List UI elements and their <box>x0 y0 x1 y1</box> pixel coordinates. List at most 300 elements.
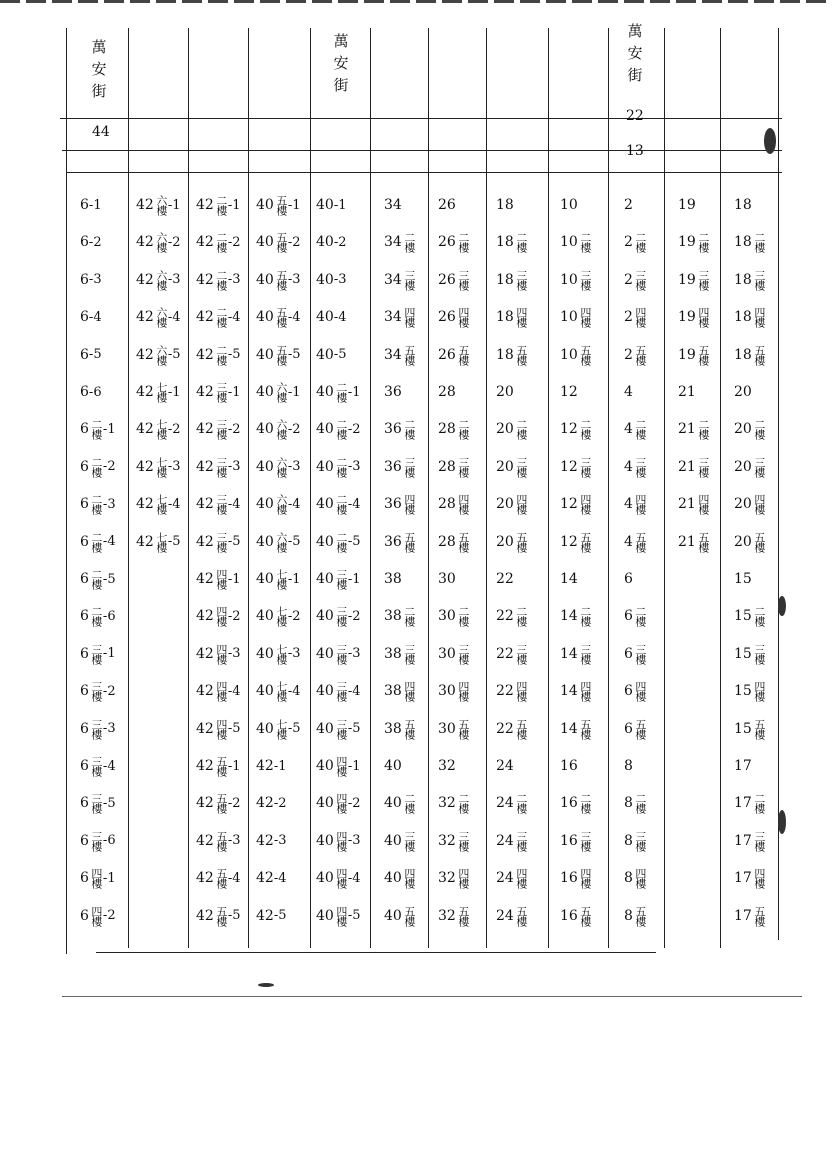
unit-suffix: -3 <box>347 646 361 662</box>
address-cell <box>384 712 416 746</box>
house-number: 42 <box>136 346 154 363</box>
house-number: 8 <box>624 832 633 849</box>
house-number: 12 <box>560 384 578 400</box>
house-number: 28 <box>438 458 456 475</box>
address-cell <box>316 786 361 820</box>
house-number: 42 <box>196 421 214 438</box>
address-cell <box>734 786 766 820</box>
floor-label: 五樓 <box>578 905 592 926</box>
house-number: 42 <box>196 197 214 213</box>
address-cell <box>80 375 102 409</box>
address-cell <box>384 599 416 633</box>
unit-suffix: -4 <box>88 309 102 325</box>
house-number: 40 <box>384 870 402 887</box>
floor-label: 三樓 <box>633 830 647 851</box>
house-number: 40 <box>316 683 334 700</box>
house-number: 32 <box>438 832 456 849</box>
house-number: 24 <box>496 758 514 774</box>
unit-suffix: -4 <box>227 496 241 512</box>
address-cell <box>734 188 752 222</box>
house-number: 30 <box>438 720 456 737</box>
address-cell <box>624 188 633 222</box>
floor-label: 三樓 <box>402 830 416 851</box>
floor-label: 三樓 <box>214 494 228 515</box>
house-number: 6 <box>80 795 89 812</box>
house-number: 6 <box>80 832 89 849</box>
floor-label: 二樓 <box>89 494 103 515</box>
floor-label: 五樓 <box>456 531 470 552</box>
floor-label: 三樓 <box>214 419 228 440</box>
house-number: 21 <box>678 533 696 550</box>
address-cell <box>316 412 361 446</box>
address-cell <box>496 412 528 446</box>
address-cell <box>438 824 470 858</box>
address-cell <box>196 824 241 858</box>
address-cell <box>384 525 416 559</box>
floor-label: 三樓 <box>514 456 528 477</box>
house-number: 6 <box>80 720 89 737</box>
street-label-right: 萬安街 <box>627 22 643 84</box>
house-number: 10 <box>560 234 578 251</box>
address-cell <box>316 188 347 222</box>
floor-label: 三樓 <box>578 269 592 290</box>
floor-label: 二樓 <box>402 606 416 627</box>
floor-label: 二樓 <box>402 232 416 253</box>
house-number: 4 <box>624 384 633 400</box>
house-number: 42 <box>196 384 214 400</box>
house-number: 40 <box>316 421 334 438</box>
floor-label: 五樓 <box>456 344 470 365</box>
unit-suffix: -2 <box>102 459 116 475</box>
unit-suffix: -5 <box>102 571 116 587</box>
unit-suffix: -5 <box>167 347 181 363</box>
floor-label: 三樓 <box>633 456 647 477</box>
floor-label: 五樓 <box>456 718 470 739</box>
floor-label: 三樓 <box>633 643 647 664</box>
address-cell <box>624 599 647 633</box>
floor-label: 三樓 <box>214 382 228 402</box>
unit-suffix: -1 <box>333 197 347 213</box>
address-cell <box>438 712 470 746</box>
floor-label: 二樓 <box>334 419 348 440</box>
address-cell <box>136 300 181 334</box>
house-number: 18 <box>734 197 752 213</box>
house-number: 40 <box>256 309 274 326</box>
house-number: 40 <box>256 533 274 550</box>
address-cell <box>316 899 361 933</box>
house-number: 42 <box>136 458 154 475</box>
address-cell <box>496 225 528 259</box>
house-number: 40 <box>316 346 334 363</box>
house-number: 42 <box>196 683 214 700</box>
address-cell <box>438 674 470 708</box>
address-cell <box>678 412 710 446</box>
floor-label: 四樓 <box>633 681 647 702</box>
address-cell <box>256 749 287 783</box>
address-cell <box>678 487 710 521</box>
address-cell <box>384 300 416 334</box>
unit-suffix: -2 <box>227 608 241 624</box>
floor-label: 六樓 <box>154 269 168 290</box>
house-number: 34 <box>384 271 402 288</box>
house-number: 40 <box>256 720 274 737</box>
house-number: 15 <box>734 645 752 662</box>
house-number: 6 <box>624 571 633 587</box>
address-cell <box>384 674 416 708</box>
floor-label: 四樓 <box>89 905 103 926</box>
floor-label: 四樓 <box>402 681 416 702</box>
house-number: 20 <box>734 496 752 513</box>
floor-label: 二樓 <box>334 456 348 477</box>
row-divider <box>62 150 782 151</box>
unit-suffix: -5 <box>347 534 361 550</box>
address-cell <box>438 562 456 596</box>
unit-suffix: -4 <box>273 870 287 886</box>
house-number: 20 <box>734 384 752 400</box>
address-cell <box>136 375 181 409</box>
house-number: 6 <box>80 870 89 887</box>
address-cell <box>256 786 287 820</box>
address-cell <box>256 375 301 409</box>
floor-label: 二樓 <box>89 419 103 440</box>
floor-label: 四樓 <box>514 307 528 328</box>
unit-suffix: -2 <box>167 234 181 250</box>
house-number: 28 <box>438 533 456 550</box>
house-number: 20 <box>496 384 514 400</box>
address-cell <box>624 786 647 820</box>
floor-label: 六樓 <box>274 531 288 552</box>
number-22: 22 <box>626 108 644 124</box>
house-number: 2 <box>624 271 633 288</box>
address-cell <box>196 637 241 671</box>
address-cell <box>496 487 528 521</box>
address-cell <box>496 899 528 933</box>
address-cell <box>316 300 347 334</box>
floor-label: 四樓 <box>696 494 710 515</box>
house-number: 28 <box>438 384 456 400</box>
house-number: 24 <box>496 870 514 887</box>
house-number: 20 <box>734 458 752 475</box>
address-cell <box>624 263 647 297</box>
house-number: 21 <box>678 496 696 513</box>
floor-label: 四樓 <box>402 494 416 515</box>
unit-suffix: -4 <box>347 496 361 512</box>
address-cell <box>496 712 528 746</box>
house-number: 40 <box>316 271 334 288</box>
floor-label: 三樓 <box>578 643 592 664</box>
floor-label: 五樓 <box>633 531 647 552</box>
floor-label: 四樓 <box>214 681 228 702</box>
address-cell <box>678 338 710 372</box>
floor-label: 四樓 <box>456 494 470 515</box>
address-cell <box>256 637 301 671</box>
floor-label: 二樓 <box>752 232 766 253</box>
floor-label: 四樓 <box>752 307 766 328</box>
house-number: 6 <box>80 758 89 774</box>
floor-label: 五樓 <box>696 344 710 365</box>
floor-label: 四樓 <box>456 868 470 889</box>
unit-suffix: -3 <box>273 833 287 849</box>
floor-label: 四樓 <box>334 905 348 926</box>
house-number: 14 <box>560 608 578 625</box>
address-cell <box>438 749 456 783</box>
unit-suffix: -6 <box>88 384 102 400</box>
house-number: 15 <box>734 683 752 700</box>
floor-label: 三樓 <box>89 643 103 664</box>
floor-label: 三樓 <box>334 643 348 664</box>
house-number: 22 <box>496 645 514 662</box>
unit-suffix: -4 <box>347 683 361 699</box>
unit-suffix: -3 <box>167 272 181 288</box>
address-cell <box>384 637 416 671</box>
house-number: 6 <box>80 683 89 700</box>
house-number: 34 <box>384 346 402 363</box>
floor-label: 七樓 <box>154 494 168 515</box>
address-cell <box>678 525 710 559</box>
address-cell <box>560 562 578 596</box>
house-number: 6 <box>80 384 89 400</box>
house-number: 42 <box>196 271 214 288</box>
floor-label: 三樓 <box>402 456 416 477</box>
unit-suffix: -2 <box>347 421 361 437</box>
house-number: 42 <box>196 458 214 475</box>
address-cell <box>496 824 528 858</box>
unit-suffix: -3 <box>167 459 181 475</box>
unit-suffix: -1 <box>88 197 102 213</box>
address-cell <box>560 712 592 746</box>
house-number: 20 <box>496 421 514 438</box>
house-number: 17 <box>734 795 752 812</box>
address-cell <box>196 225 241 259</box>
address-cell <box>384 786 416 820</box>
unit-suffix: -1 <box>102 870 116 886</box>
floor-label: 四樓 <box>578 868 592 889</box>
house-number: 42 <box>136 271 154 288</box>
address-cell <box>80 263 102 297</box>
unit-suffix: -5 <box>287 347 301 363</box>
floor-label: 二樓 <box>89 606 103 627</box>
address-cell <box>256 824 287 858</box>
address-cell <box>624 861 647 895</box>
house-number: 2 <box>624 234 633 251</box>
floor-label: 二樓 <box>334 382 348 402</box>
unit-suffix: -2 <box>287 234 301 250</box>
floor-label: 五樓 <box>578 531 592 552</box>
floor-label: 二樓 <box>456 232 470 253</box>
house-number: 40 <box>256 197 274 213</box>
house-number: 40 <box>316 832 334 849</box>
house-number: 16 <box>560 907 578 924</box>
address-cell <box>734 487 766 521</box>
address-cell <box>196 599 241 633</box>
floor-label: 三樓 <box>752 643 766 664</box>
house-number: 10 <box>560 271 578 288</box>
floor-label: 五樓 <box>274 232 288 253</box>
address-cell <box>438 599 470 633</box>
house-number: 12 <box>560 458 578 475</box>
floor-label: 三樓 <box>334 681 348 702</box>
floor-label: 六樓 <box>154 344 168 365</box>
address-cell <box>496 861 528 895</box>
house-number: 42 <box>136 197 154 213</box>
address-cell <box>560 338 592 372</box>
house-number: 6 <box>80 571 89 587</box>
address-cell <box>136 487 181 521</box>
floor-label: 四樓 <box>402 307 416 328</box>
address-cell <box>316 225 347 259</box>
address-cell <box>624 899 647 933</box>
house-number: 30 <box>438 571 456 587</box>
unit-suffix: -2 <box>347 795 361 811</box>
floor-label: 四樓 <box>514 681 528 702</box>
floor-label: 五樓 <box>514 718 528 739</box>
floor-label: 五樓 <box>402 531 416 552</box>
street-label-mid: 萬安街 <box>333 32 349 94</box>
address-cell <box>80 599 116 633</box>
floor-label: 六樓 <box>274 456 288 477</box>
floor-label: 二樓 <box>514 793 528 814</box>
address-cell <box>384 188 402 222</box>
address-cell <box>496 338 528 372</box>
floor-label: 二樓 <box>334 494 348 515</box>
floor-label: 三樓 <box>514 643 528 664</box>
floor-label: 二樓 <box>402 793 416 814</box>
number-44: 44 <box>92 124 110 140</box>
table-border-left <box>66 28 67 954</box>
house-number: 12 <box>560 533 578 550</box>
floor-label: 三樓 <box>214 531 228 552</box>
address-cell <box>734 599 766 633</box>
house-number: 17 <box>734 758 752 774</box>
unit-suffix: -4 <box>102 534 116 550</box>
house-number: 19 <box>678 309 696 326</box>
address-cell <box>678 375 696 409</box>
floor-label: 四樓 <box>633 307 647 328</box>
floor-label: 五樓 <box>696 531 710 552</box>
house-number: 4 <box>624 496 633 513</box>
house-number: 42 <box>196 533 214 550</box>
house-number: 10 <box>560 197 578 213</box>
house-number: 40 <box>256 608 274 625</box>
house-number: 40 <box>316 795 334 812</box>
floor-label: 三樓 <box>89 718 103 739</box>
house-number: 18 <box>734 234 752 251</box>
house-number: 40 <box>256 683 274 700</box>
unit-suffix: -4 <box>347 870 361 886</box>
house-number: 42 <box>196 309 214 326</box>
floor-label: 二樓 <box>89 569 103 589</box>
floor-label: 三樓 <box>89 681 103 702</box>
address-cell <box>438 412 470 446</box>
house-number: 19 <box>678 197 696 213</box>
address-cell <box>734 674 766 708</box>
house-number: 18 <box>496 234 514 251</box>
house-number: 36 <box>384 458 402 475</box>
floor-label: 四樓 <box>456 307 470 328</box>
house-number: 40 <box>384 758 402 774</box>
floor-label: 二樓 <box>696 419 710 440</box>
column-divider <box>310 28 311 948</box>
floor-label: 六樓 <box>274 419 288 440</box>
address-cell <box>136 525 181 559</box>
address-cell <box>438 375 456 409</box>
address-cell <box>384 487 416 521</box>
unit-suffix: -3 <box>347 833 361 849</box>
floor-label: 三樓 <box>633 269 647 290</box>
address-cell <box>80 412 116 446</box>
address-cell <box>196 188 241 222</box>
floor-label: 三樓 <box>578 456 592 477</box>
house-number: 42 <box>136 309 154 326</box>
address-cell <box>438 450 470 484</box>
floor-label: 五樓 <box>402 905 416 926</box>
floor-label: 二樓 <box>578 793 592 814</box>
house-number: 42 <box>136 496 154 513</box>
house-number: 42 <box>136 421 154 438</box>
floor-label: 四樓 <box>334 793 348 814</box>
address-cell <box>196 899 241 933</box>
unit-suffix: -4 <box>287 496 301 512</box>
floor-label: 四樓 <box>633 868 647 889</box>
house-number: 30 <box>438 683 456 700</box>
unit-suffix: -5 <box>227 347 241 363</box>
house-number: 42 <box>196 758 214 774</box>
address-cell <box>734 225 766 259</box>
address-cell <box>80 487 116 521</box>
house-number: 26 <box>438 197 456 213</box>
address-cell <box>384 824 416 858</box>
floor-label: 三樓 <box>578 830 592 851</box>
floor-label: 五樓 <box>274 344 288 365</box>
address-cell <box>624 412 647 446</box>
address-cell <box>256 562 301 596</box>
floor-label: 五樓 <box>578 344 592 365</box>
house-number: 38 <box>384 645 402 662</box>
address-cell <box>560 525 592 559</box>
floor-label: 五樓 <box>274 195 288 215</box>
house-number: 30 <box>438 608 456 625</box>
floor-label: 四樓 <box>214 606 228 627</box>
address-cell <box>316 824 361 858</box>
floor-label: 三樓 <box>752 456 766 477</box>
house-number: 26 <box>438 234 456 251</box>
floor-label: 四樓 <box>633 494 647 515</box>
house-number: 42 <box>256 758 274 774</box>
address-cell <box>438 300 470 334</box>
unit-suffix: -3 <box>227 272 241 288</box>
floor-label: 二樓 <box>214 195 228 215</box>
number-13: 13 <box>626 143 644 159</box>
address-cell <box>560 861 592 895</box>
address-cell <box>316 375 361 409</box>
unit-suffix: -1 <box>102 421 116 437</box>
unit-suffix: -2 <box>333 234 347 250</box>
floor-label: 三樓 <box>696 456 710 477</box>
floor-label: 二樓 <box>752 793 766 814</box>
unit-suffix: -4 <box>167 496 181 512</box>
column-divider <box>370 28 371 948</box>
house-number: 6 <box>80 608 89 625</box>
house-number: 34 <box>384 197 402 213</box>
unit-suffix: -3 <box>227 459 241 475</box>
unit-suffix: -2 <box>227 421 241 437</box>
floor-label: 二樓 <box>214 232 228 253</box>
address-cell <box>560 450 592 484</box>
house-number: 40 <box>316 384 334 400</box>
address-cell <box>560 674 592 708</box>
address-cell <box>136 412 181 446</box>
house-number: 40 <box>316 907 334 924</box>
